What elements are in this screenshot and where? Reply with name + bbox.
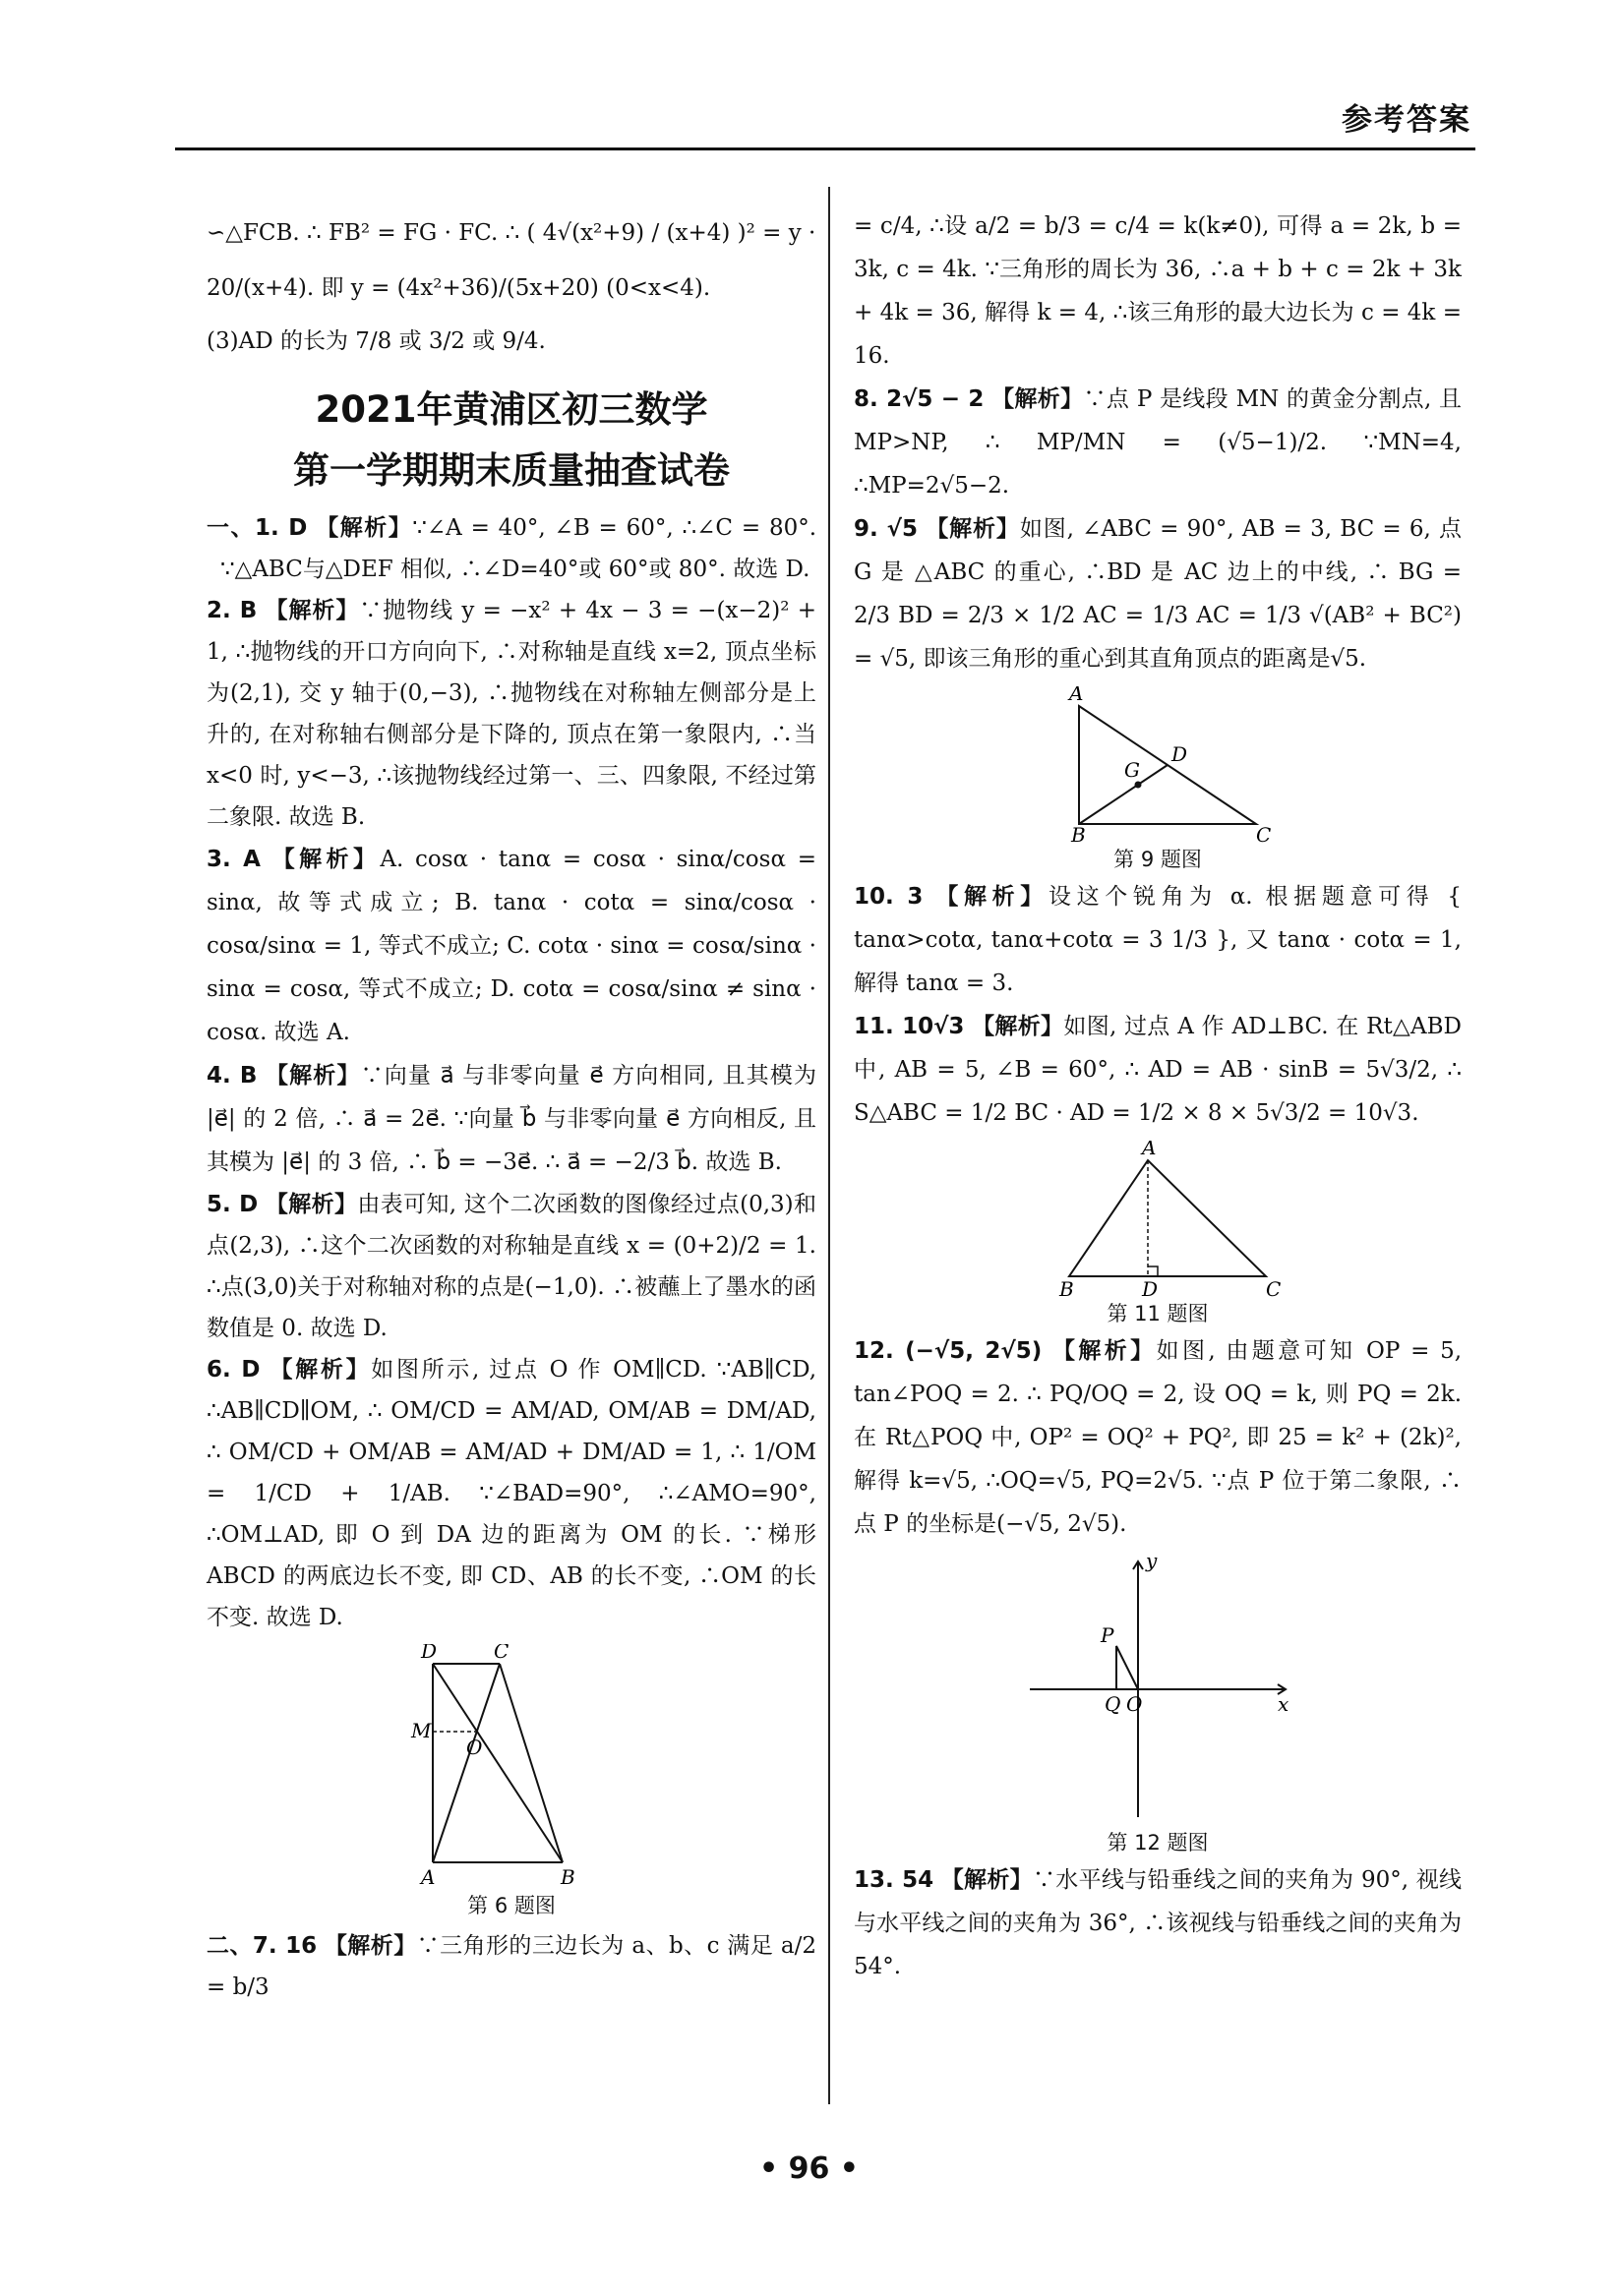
answer-number: 9. √5 (854, 516, 918, 542)
fig12-shapes (1030, 1561, 1289, 1817)
column-divider (828, 187, 830, 2104)
answer-item (207, 507, 817, 590)
fig6-label-B: B (561, 1865, 575, 1889)
answer-number: 2. B (207, 598, 258, 623)
fig9-centroid-G (1135, 782, 1142, 789)
answer-item (854, 378, 1462, 507)
exam-title-line-2: 第一学期期末质量抽查试卷 (293, 449, 730, 492)
answer-text: ∵∠A = 40°, ∠B = 60°, ∴∠C = 80°. ∵△ABC与△DEF 相似, ∴∠D=40°或 60°或 80°. 故选 D. (220, 515, 817, 582)
fig9-label-G: G (1124, 758, 1140, 782)
analysis-tag: 【解析】 (270, 1357, 372, 1383)
answer-item (207, 838, 816, 1054)
answer-item (207, 1349, 816, 1638)
left-column (207, 205, 816, 2008)
answer-item (854, 1858, 1462, 1988)
fig12-triangle-POQ (1116, 1646, 1138, 1689)
fig9-shapes (1079, 706, 1256, 824)
answer-text: 由表可知, 这个二次函数的图像经过点(0,3)和点(2,3), ∴这个二次函数的对称轴是直线 x = (0+2)/2 = 1. ∴点(3,0)关于对称轴对称的点是(−1,0). ∴被蘸上了墨水的函数值是 0. 故选 D. (207, 1192, 817, 1341)
exam-title (207, 380, 816, 501)
answer-number: 5. D (207, 1192, 259, 1217)
fig12-label-Q: Q (1105, 1692, 1121, 1716)
right-column (854, 205, 1462, 1988)
analysis-tag: 【解析】 (991, 386, 1084, 412)
fig6-side-CB (500, 1664, 563, 1862)
analysis-tag: 【解析】 (265, 1192, 358, 1217)
answer-item (854, 507, 1462, 680)
analysis-tag: 【解析】 (265, 598, 360, 623)
answer-number: 12. (−√5, 2√5) (854, 1338, 1043, 1364)
fig6-label-C: C (494, 1644, 509, 1663)
answer-text: ∵向量 a⃗ 与非零向量 e⃗ 方向相同, 且其模为 |e⃗| 的 2 倍, ∴ a⃗ = 2e⃗. ∵向量 b⃗ 与非零向量 e⃗ 方向相反, 且其模为 |e⃗| 的 3 倍, ∴ b⃗ = −3e⃗. ∴ a⃗ = −2/3 b⃗. 故选 B. (207, 1063, 817, 1175)
answer-number: 4. B (207, 1063, 258, 1089)
header-title: 参考答案 (1342, 102, 1471, 138)
figure-6-trapezoid (393, 1644, 629, 1890)
page-number: • 96 • (759, 2151, 859, 2186)
fig6-label-D: D (421, 1644, 438, 1663)
fig6-label-A: A (421, 1865, 436, 1889)
answer-item (207, 590, 816, 838)
fig6-label-M: M (411, 1719, 432, 1742)
fig11-label-A: A (1142, 1141, 1157, 1159)
fig6-diagonal-CA (433, 1664, 500, 1862)
fig11-shapes (1069, 1160, 1266, 1276)
fig11-label-C: C (1266, 1277, 1282, 1298)
fig11-label-B: B (1059, 1277, 1074, 1298)
fig12-label-P: P (1101, 1623, 1114, 1647)
answer-item (207, 1184, 816, 1349)
fig12-label-x: x (1278, 1692, 1289, 1716)
answer-text: 如图, ∠ABC = 90°, AB = 3, BC = 6, 点 G 是 △ABC 的重心, ∴BD 是 AC 边上的中线, ∴ BG = 2/3 BD = 2/3 × 1/2 AC = 1/3 AC = 1/3 √(AB² + BC²) = √5, 即该三角形的重心到其直角顶点的距离是√5. (854, 516, 1463, 672)
fig9-median-BD (1079, 765, 1168, 824)
answer-number: 11. 10√3 (854, 1014, 965, 1039)
analysis-tag: 【解析】 (926, 516, 1020, 542)
exam-title-line-1: 2021年黄浦区初三数学 (315, 388, 708, 431)
answer-text: 如图, 过点 A 作 AD⊥BC. 在 Rt△ABD 中, AB = 5, ∠B = 60°, ∴ AD = AB · sinB = 5√3/2, ∴ S△ABC = 1/2 BC · AD = 1/2 × 8 × 5√3/2 = 10√3. (854, 1014, 1462, 1126)
answer-number: 8. 2√5 − 2 (854, 386, 985, 412)
answer-number: 二、7. 16 (207, 1933, 318, 1959)
analysis-tag: 【解析】 (316, 515, 413, 541)
fig12-label-y: y (1146, 1552, 1158, 1572)
answer-text: 如图, 由题意可知 OP = 5, tan∠POQ = 2. ∴ PQ/OQ = 2, 设 OQ = k, 则 PQ = 2k. 在 Rt△POQ 中, OP² = OQ² + PQ², 即 25 = k² + (2k)², 解得 k=√5, ∴OQ=√5, PQ=2√5. ∵点 P 位于第二象限, ∴点 P 的坐标是(−√5, 2√5). (854, 1338, 1463, 1537)
prev-answer-line: 20/(x+4). 即 y = (4x²+36)/(5x+20) (0<x<4). (207, 275, 711, 301)
fig11-label-D: D (1142, 1277, 1159, 1298)
analysis-tag: 【解析】 (271, 847, 381, 872)
answer-text: A. cosα · tanα = cosα · sinα/cosα = sinα, 故等式成立; B. tanα · cotα = sinα/cosα · cosα/sinα = 1, 等式不成立; C. cotα · sinα = cosα/sinα · sinα = cosα, 等式不成立; D. cotα = cosα/sinα ≠ sinα · cosα. 故选 A. (207, 847, 816, 1045)
answer-item (207, 1054, 816, 1184)
figure-11-caption: 第 11 题图 (1107, 1302, 1209, 1325)
answer-text: 设这个锐角为 α. 根据题意可得 { tanα>cotα, tanα+cotα = 3 1/3 }, 又 tanα · cotα = 1, 解得 tanα = 3. (854, 884, 1463, 996)
fig6-diagonal-DB (433, 1664, 563, 1862)
answer-item (854, 875, 1462, 1005)
fig6-shapes (433, 1664, 563, 1862)
analysis-tag: 【解析】 (935, 884, 1049, 910)
figure-12-caption: 第 12 题图 (1107, 1831, 1209, 1854)
prev-answer-line: ∽△FCB. ∴ FB² = FG · FC. ∴ ( 4√(x²+9) / (x+4) )² = y · (207, 220, 816, 246)
prev-answer-line: (3)AD 的长为 7/8 或 3/2 或 9/4. (207, 328, 546, 354)
fig9-label-B: B (1071, 823, 1086, 844)
fig11-right-angle-mark (1148, 1266, 1158, 1276)
figure-6-caption: 第 6 题图 (467, 1894, 556, 1917)
answer-text: ∵三角形的三边长为 a、b、c 满足 a/2 = b/3 (207, 1933, 816, 2000)
answer-number: 一、1. D (207, 515, 308, 541)
fig9-label-D: D (1171, 742, 1188, 766)
answer-number: 10. 3 (854, 884, 924, 910)
answer-item (854, 1329, 1462, 1546)
answer-item (207, 1925, 816, 2008)
answer-text: ∵点 P 是线段 MN 的黄金分割点, 且 MP>NP, ∴ MP/MN = (√5−1)/2. ∵MN=4, ∴MP=2√5−2. (854, 386, 1462, 499)
figure-9-caption: 第 9 题图 (1113, 848, 1202, 871)
figure-9-right-triangle (1030, 686, 1286, 844)
answer-number: 3. A (207, 847, 261, 872)
answer-text: 如图所示, 过点 O 作 OM∥CD. ∵AB∥CD, ∴AB∥CD∥OM, ∴ OM/CD = AM/AD, OM/AB = DM/AD, ∴ OM/CD + OM/AB = AM/AD + DM/AD = 1, ∴ 1/OM = 1/CD + 1/AB. ∵∠BAD=90°, ∴∠AMO=90°, ∴OM⊥AD, 即 O 到 DA 边的距离为 OM 的长. ∵梯形 ABCD 的两底边长不变, 即 CD、AB 的长不变, ∴OM 的长不变. 故选 D. (207, 1357, 817, 1630)
analysis-tag: 【解析】 (972, 1014, 1064, 1039)
answer-text: ∵抛物线 y = −x² + 4x − 3 = −(x−2)² + 1, ∴抛物线的开口方向向下, ∴对称轴是直线 x=2, 顶点坐标为(2,1), 交 y 轴于(0,−3), ∴抛物线在对称轴左侧部分是上升的, 在对称轴右侧部分是下降的, 顶点在第一象限内, ∴当 x<0 时, y<−3, ∴该抛物线经过第一、三、四象限, 不经过第二象限. 故选 B. (207, 598, 817, 830)
answer-number: 13. 54 (854, 1867, 934, 1893)
answer-number: 6. D (207, 1357, 261, 1383)
analysis-tag: 【解析】 (1052, 1338, 1157, 1364)
figure-11-triangle (1030, 1141, 1286, 1298)
analysis-tag: 【解析】 (265, 1063, 361, 1089)
fig9-label-C: C (1256, 823, 1272, 844)
answer-continuation: = c/4, ∴设 a/2 = b/3 = c/4 = k(k≠0), 可得 a = 2k, b = 3k, c = 4k. ∵三角形的周长为 36, ∴a + b + c = 2k + 3k + 4k = 36, 解得 k = 4, ∴该三角形的最大边长为 c = 4k = 16. (854, 213, 1462, 369)
fig12-label-O: O (1126, 1692, 1143, 1716)
page-header (175, 98, 1475, 150)
analysis-tag: 【解析】 (324, 1933, 417, 1959)
fig9-label-A: A (1069, 686, 1084, 705)
answer-text: ∵水平线与铅垂线之间的夹角为 90°, 视线与水平线之间的夹角为 36°, ∴该视线与铅垂线之间的夹角为 54°. (854, 1867, 1463, 1979)
figure-12-coordinate-plane (1010, 1552, 1305, 1827)
answer-item (854, 1005, 1462, 1135)
analysis-tag: 【解析】 (940, 1867, 1033, 1893)
fig11-triangle-ABC (1069, 1160, 1266, 1276)
fig6-label-O: O (466, 1736, 483, 1759)
